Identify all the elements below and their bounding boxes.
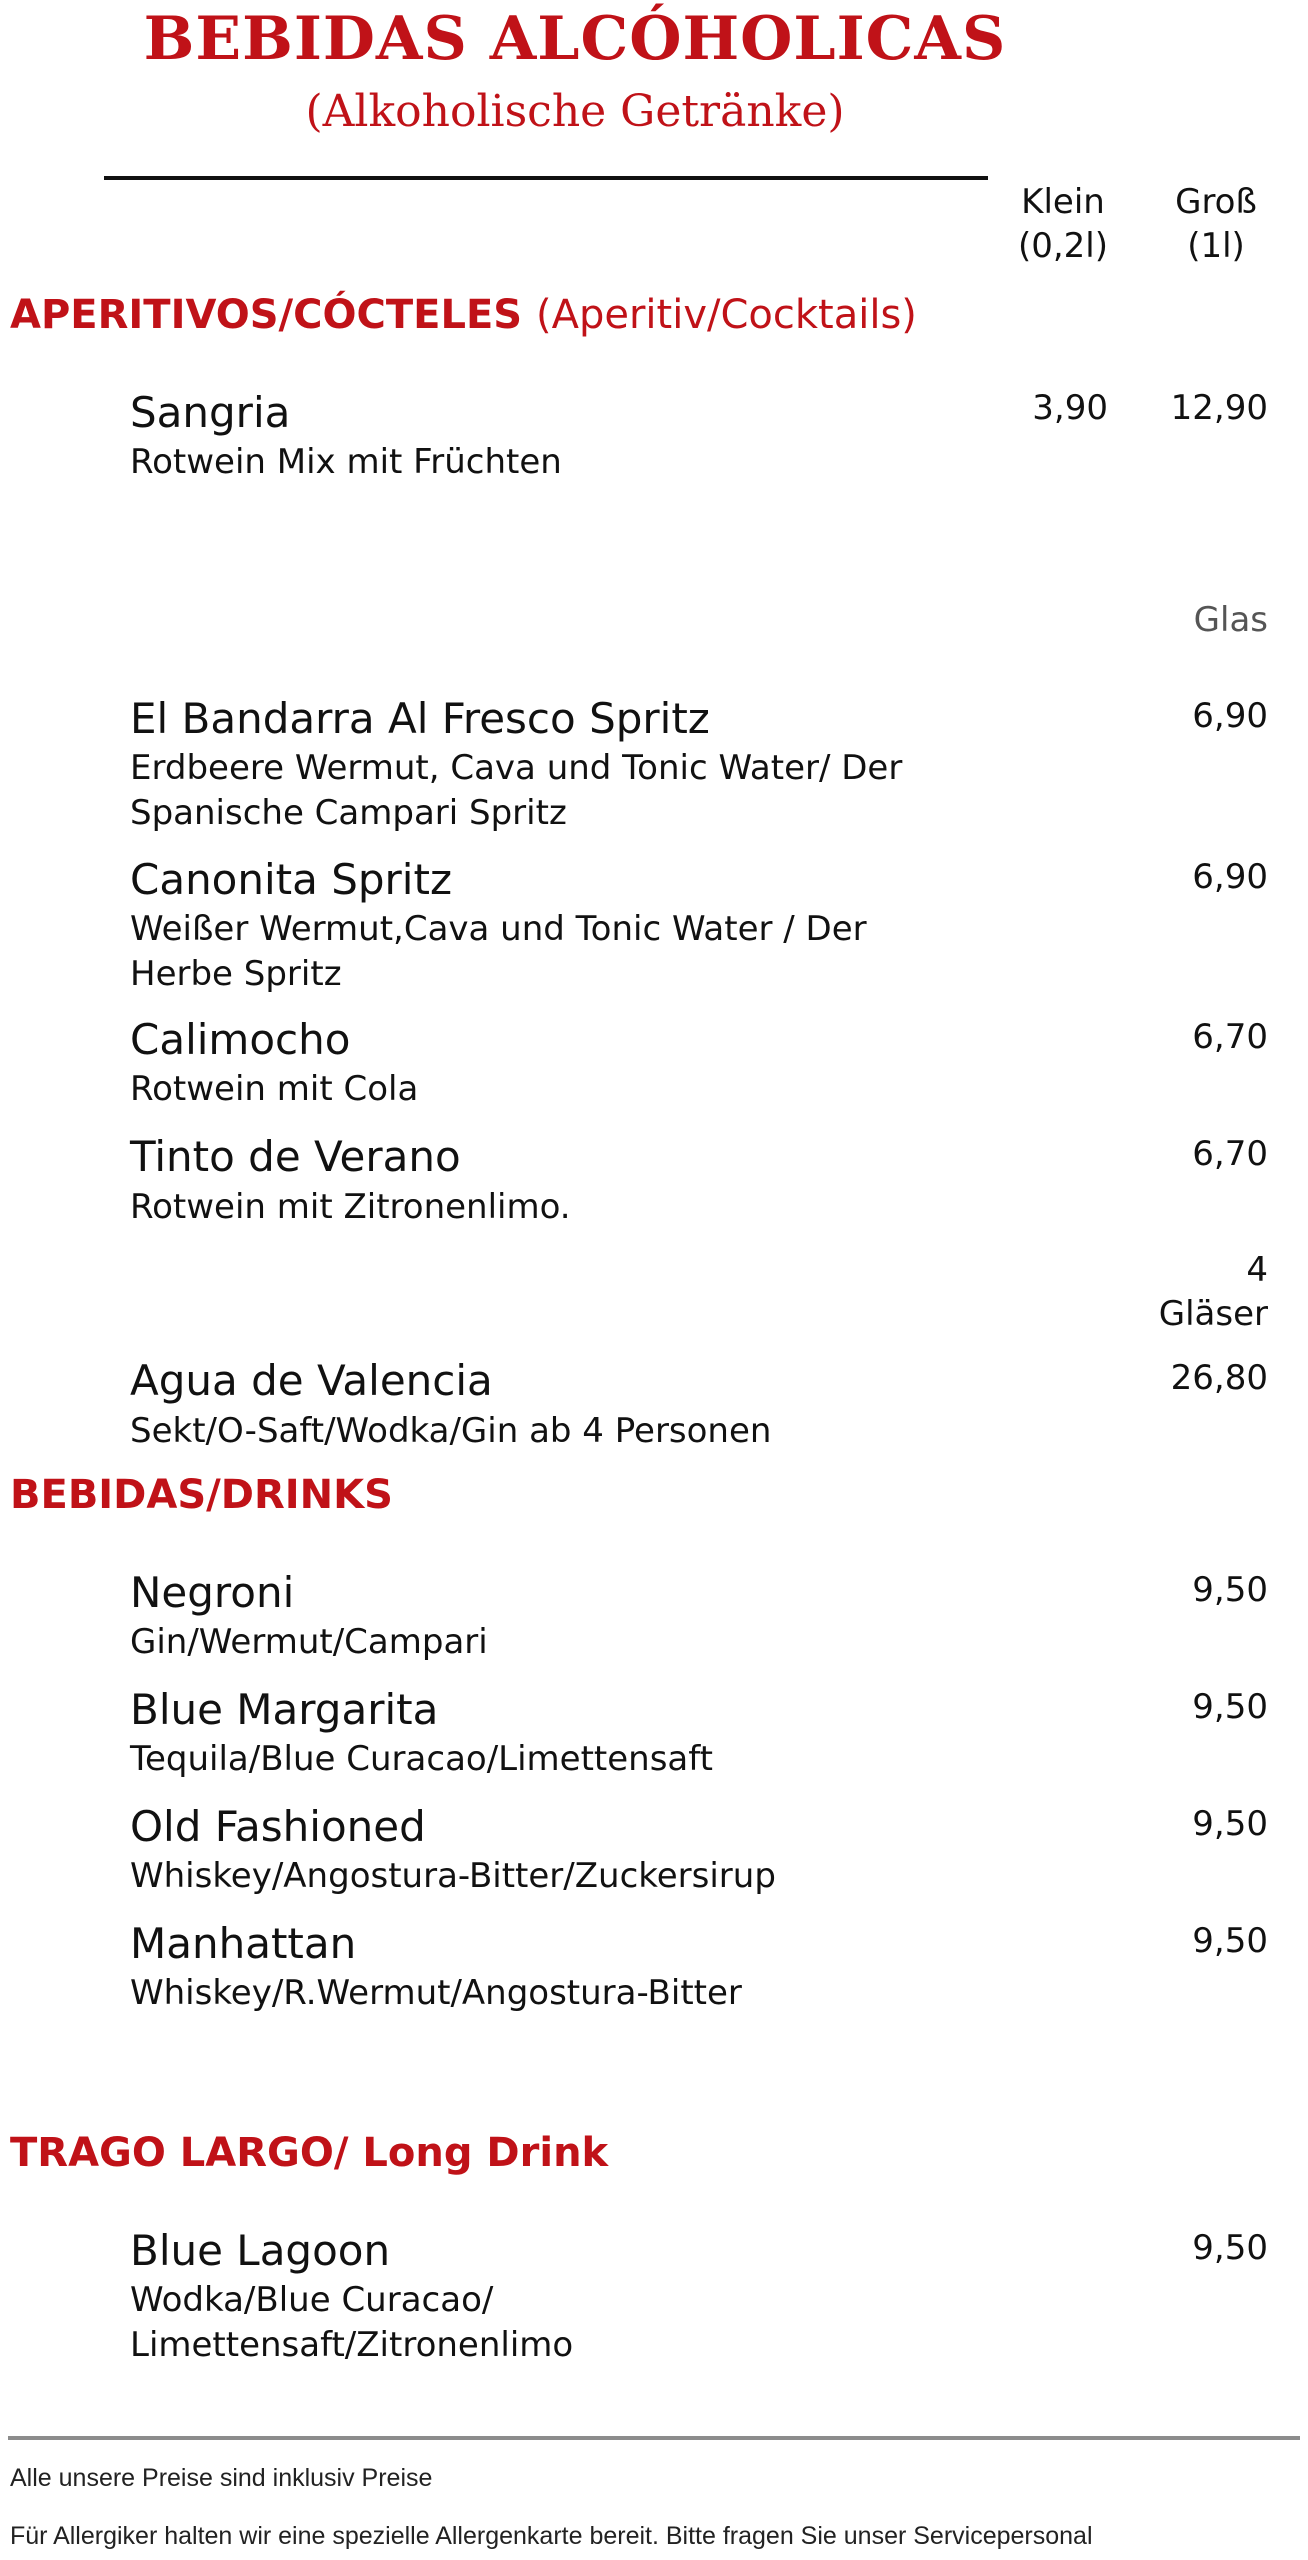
item-bandarra-desc-line2: Spanische Campari Spritz: [130, 793, 567, 833]
header-divider: [104, 176, 988, 180]
item-bandarra-desc-line1: Erdbeere Wermut, Cava und Tonic Water/ Der: [130, 748, 903, 788]
column-header-large: [1156, 180, 1276, 268]
item-sangria-price-small: 3,90: [1032, 388, 1108, 428]
item-sangria-price-large: 12,90: [1170, 388, 1268, 428]
item-oldfashioned-price: 9,50: [1192, 1804, 1268, 1844]
item-margarita-price: 9,50: [1192, 1687, 1268, 1727]
column-large-label: Groß: [1175, 182, 1257, 222]
menu-title: BEBIDAS ALCÓHOLICAS: [143, 4, 1007, 74]
item-agua-price: 26,80: [1170, 1358, 1268, 1398]
item-bandarra-name: El Bandarra Al Fresco Spritz: [130, 694, 710, 743]
item-tinto-name: Tinto de Verano: [130, 1132, 461, 1181]
item-canonita-desc-line2: Herbe Spritz: [130, 954, 342, 994]
section-aperitivos-subtitle: (Aperitiv/Cocktails): [536, 292, 917, 338]
item-calimocho-name: Calimocho: [130, 1015, 351, 1064]
item-canonita-desc-line1: Weißer Wermut,Cava und Tonic Water / Der: [130, 909, 867, 949]
item-calimocho-price: 6,70: [1192, 1017, 1268, 1057]
item-bandarra-price: 6,90: [1192, 696, 1268, 736]
item-manhattan-name: Manhattan: [130, 1919, 357, 1968]
menu-subtitle: (Alkoholische Getränke): [305, 86, 845, 137]
section-bebidas-title: BEBIDAS/DRINKS: [10, 1472, 393, 1518]
section-aperitivos: [10, 292, 917, 338]
four-glasses-label: Gläser: [1158, 1294, 1268, 1334]
item-bluelagoon-desc-line2: Limettensaft/Zitronenlimo: [130, 2325, 574, 2365]
footer-price-note: Alle unsere Preise sind inklusiv Preise: [10, 2464, 433, 2492]
column-large-size: (1l): [1187, 226, 1245, 266]
footer-allergen-note: Für Allergiker halten wir eine spezielle Allergenkarte bereit. Bitte fragen Sie unser Servicepersonal: [10, 2522, 1093, 2550]
item-negroni-price: 9,50: [1192, 1570, 1268, 1610]
section-aperitivos-title: APERITIVOS/CÓCTELES: [10, 292, 523, 338]
item-margarita-desc: Tequila/Blue Curacao/Limettensaft: [130, 1739, 713, 1779]
item-tinto-price: 6,70: [1192, 1134, 1268, 1174]
item-calimocho-desc: Rotwein mit Cola: [130, 1069, 419, 1109]
item-oldfashioned-name: Old Fashioned: [130, 1802, 426, 1851]
item-bluelagoon-price: 9,50: [1192, 2228, 1268, 2268]
item-manhattan-price: 9,50: [1192, 1921, 1268, 1961]
four-glasses-number: 4: [1246, 1250, 1268, 1290]
column-header-glass: Glas: [1193, 600, 1268, 640]
section-trago-title: TRAGO LARGO/ Long Drink: [10, 2130, 609, 2176]
item-sangria-desc: Rotwein Mix mit Früchten: [130, 442, 562, 482]
item-sangria-name: Sangria: [130, 388, 291, 437]
item-oldfashioned-desc: Whiskey/Angostura-Bitter/Zuckersirup: [130, 1856, 776, 1896]
item-manhattan-desc: Whiskey/R.Wermut/Angostura-Bitter: [130, 1973, 742, 2013]
item-negroni-name: Negroni: [130, 1568, 295, 1617]
column-small-label: Klein: [1021, 182, 1105, 222]
column-header-small: [998, 180, 1128, 268]
column-small-size: (0,2l): [1017, 226, 1109, 266]
item-margarita-name: Blue Margarita: [130, 1685, 439, 1734]
column-header-four-glasses: [1159, 1248, 1268, 1336]
item-tinto-desc: Rotwein mit Zitronenlimo.: [130, 1187, 571, 1227]
item-agua-desc: Sekt/O-Saft/Wodka/Gin ab 4 Personen: [130, 1411, 772, 1451]
item-bluelagoon-name: Blue Lagoon: [130, 2226, 391, 2275]
item-canonita-price: 6,90: [1192, 857, 1268, 897]
item-agua-name: Agua de Valencia: [130, 1356, 493, 1405]
item-canonita-name: Canonita Spritz: [130, 855, 452, 904]
footer-divider: [8, 2436, 1300, 2440]
item-negroni-desc: Gin/Wermut/Campari: [130, 1622, 488, 1662]
item-bluelagoon-desc-line1: Wodka/Blue Curacao/: [130, 2280, 494, 2320]
